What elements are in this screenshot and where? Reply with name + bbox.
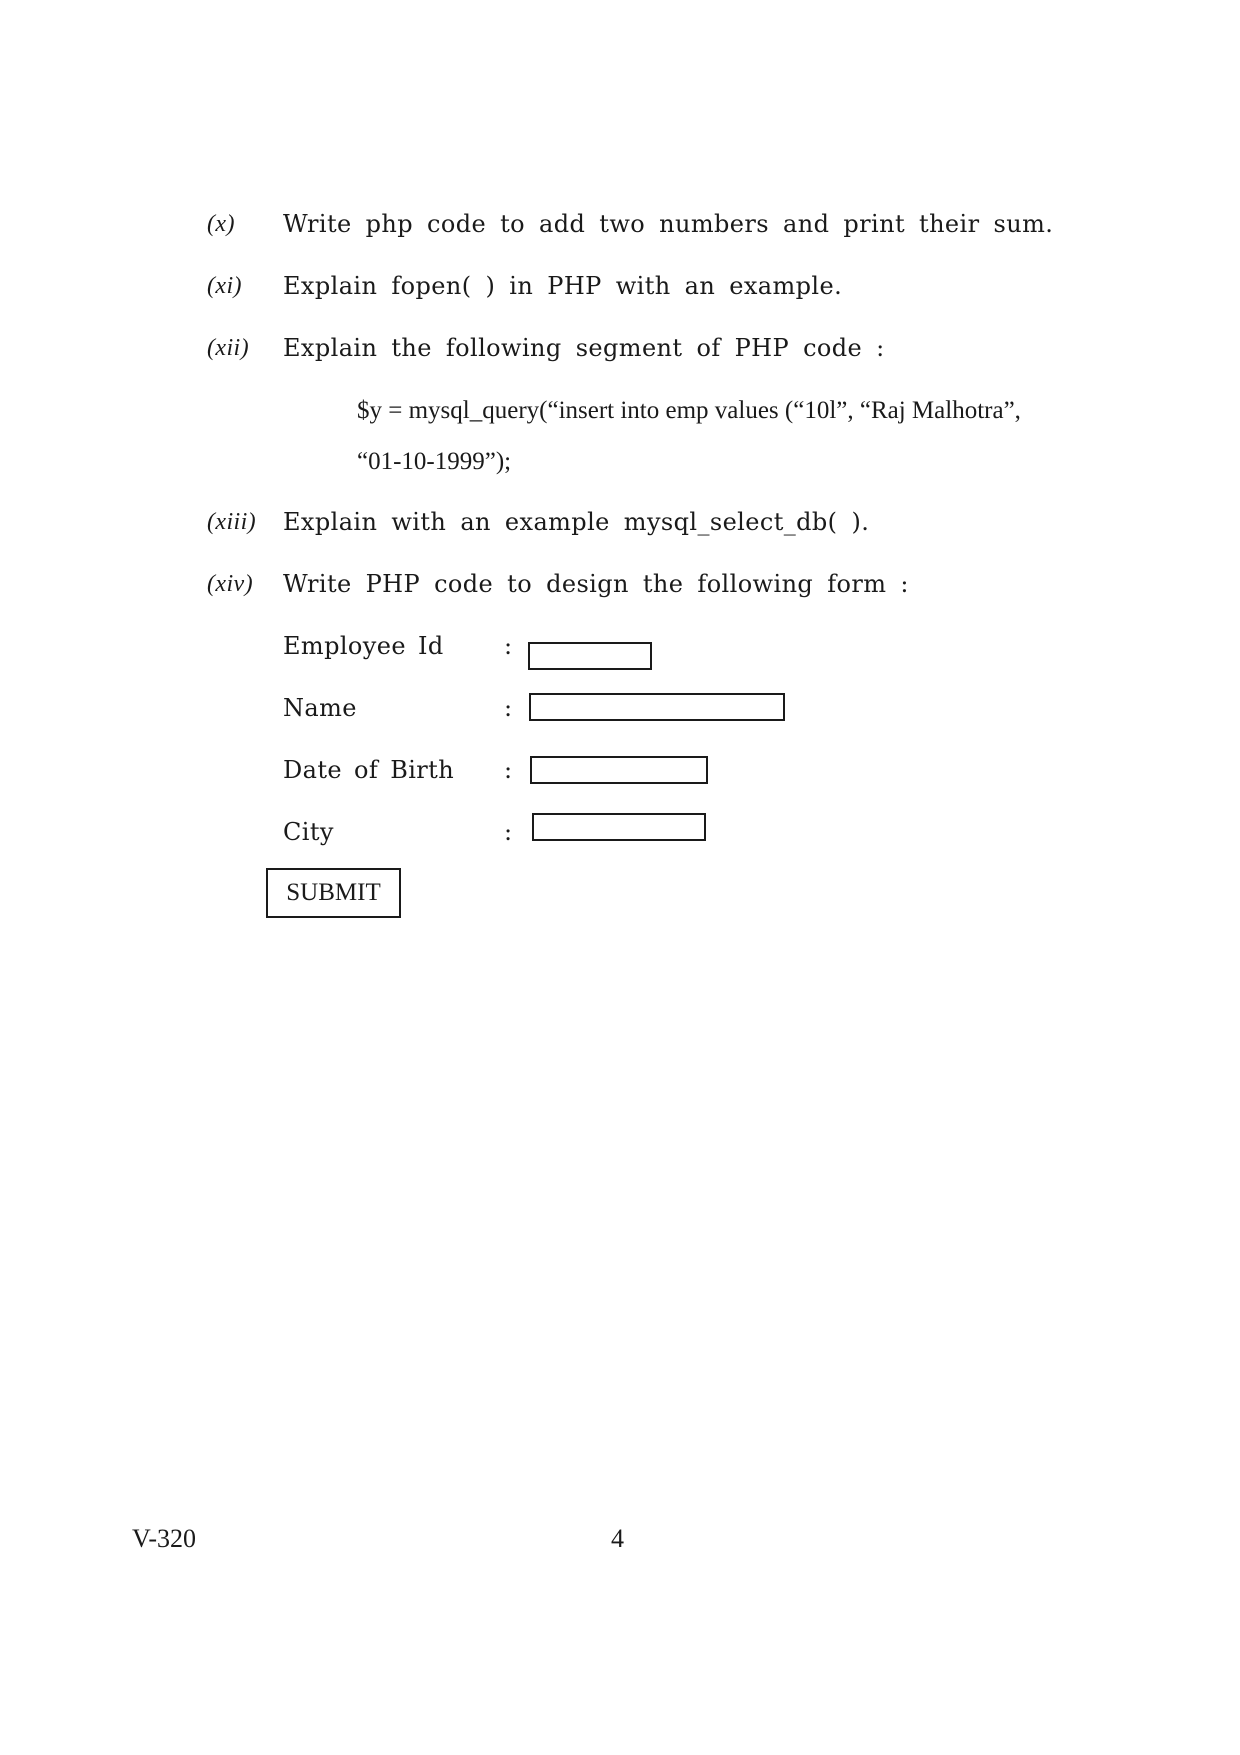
question-text-xiii: Explain with an example mysql_select_db( ). [283,508,870,536]
code-segment-line-2: “01-10-1999”); [357,448,512,475]
paper-code: V-320 [132,1524,197,1553]
date-of-birth-colon: : [504,756,513,784]
question-text-xiv: Write PHP code to design the following form : [283,570,909,598]
code-segment-line-1: $y = mysql_query(“insert into emp values (“10l”, “Raj Malhotra”, [357,397,1021,424]
question-text-x: Write php code to add two numbers and print their sum. [283,210,1054,238]
question-text-xii: Explain the following segment of PHP code : [283,334,885,362]
date-of-birth-label: Date of Birth [283,756,455,784]
city-label: City [283,818,334,846]
page-number: 4 [611,1524,625,1553]
question-number-xiv: (xiv) [207,571,253,597]
employee-id-label: Employee Id [283,632,444,660]
question-text-xi: Explain fopen( ) in PHP with an example. [283,272,843,300]
question-number-x: (x) [207,211,235,237]
question-number-xiii: (xiii) [207,509,257,535]
name-label: Name [283,694,357,722]
name-input[interactable] [529,693,785,721]
question-number-xii: (xii) [207,335,249,361]
city-colon: : [504,818,513,846]
date-of-birth-input[interactable] [530,756,708,784]
employee-id-colon: : [504,632,513,660]
name-colon: : [504,694,513,722]
city-input[interactable] [532,813,706,841]
submit-button[interactable]: SUBMIT [266,868,401,918]
employee-id-input[interactable] [528,642,652,670]
question-number-xi: (xi) [207,273,242,299]
